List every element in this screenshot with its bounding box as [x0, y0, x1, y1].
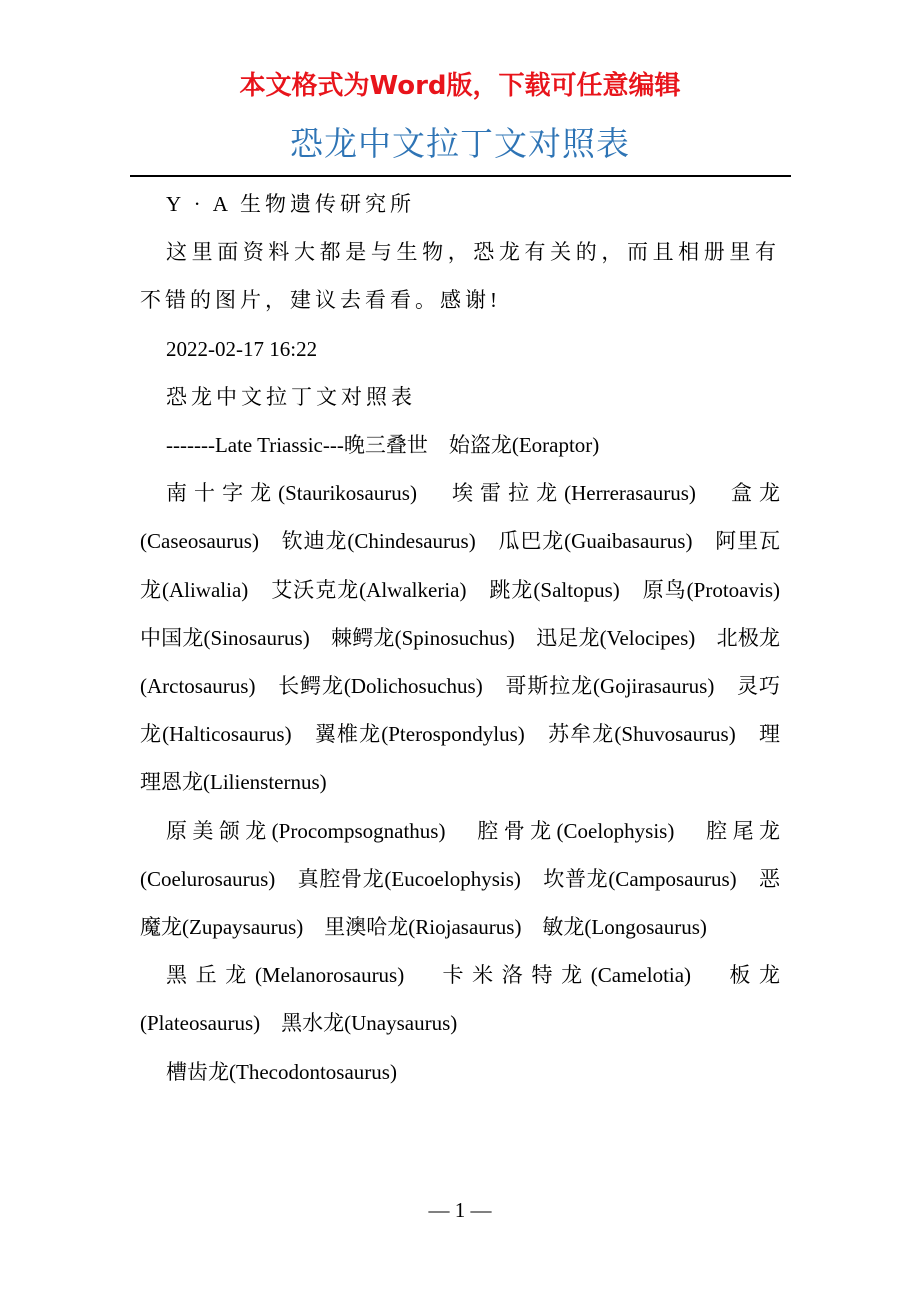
dinosaur-list-paragraph: 黑丘龙(Melanorosaurus) 卡米洛特龙(Camelotia) 板龙(Plateosaurus) 黑水龙(Unaysaurus)	[140, 963, 780, 1036]
dinosaur-list-paragraph: 槽齿龙(Thecodontosaurus)	[166, 1059, 397, 1084]
dinosaur-list-paragraph: 原美颌龙(Procompsognathus) 腔骨龙(Coelophysis) 腔尾龙(Coelurosaurus) 真腔骨龙(Eucoelophysis) 坎普龙(Camposaurus) 恶魔龙(Zupaysaurus) 里澳哈龙(Riojasaurus) 敏龙(Longosaurus)	[140, 818, 780, 940]
document-title: 恐龙中文拉丁文对照表	[290, 124, 630, 163]
date-line: 2022-02-17 16:22	[166, 336, 318, 361]
source-line: Y · A 生物遗传研究所	[166, 192, 415, 216]
title-divider	[130, 175, 791, 177]
page-number: — 1 —	[428, 1198, 492, 1222]
dinosaur-list-paragraph: 南十字龙(Staurikosaurus) 埃雷拉龙(Herrerasaurus) 盒龙(Caseosaurus) 钦迪龙(Chindesaurus) 瓜巴龙(Guaibasaurus) 阿里瓦龙(Aliwalia) 艾沃克龙(Alwalkeria) 跳龙(Saltopus) 原鸟(Protoavis) 中国龙(Sinosaurus) 棘鳄龙(Spinosuchus) 迅足龙(Velocipes) 北极龙(Arctosaurus) 长鳄龙(Dolichosuchus) 哥斯拉龙(Gojirasaurus) 灵巧龙(Halticosaurus) 翼椎龙(Pterospondylus) 苏牟龙(Shuvosaurus) 理理恩龙(Liliensternus)	[140, 481, 801, 795]
intro-paragraph: 这里面资料大都是与生物，恐龙有关的，而且相册里有不错的图片，建议去看看。感谢!	[140, 240, 780, 313]
period-line: -------Late Triassic---晚三叠世 始盗龙(Eoraptor)	[166, 433, 600, 458]
edit-notice-banner: 本文格式为Word版，下载可任意编辑	[239, 71, 681, 101]
document-body	[140, 180, 801, 1096]
section-heading: 恐龙中文拉丁文对照表	[166, 384, 416, 409]
